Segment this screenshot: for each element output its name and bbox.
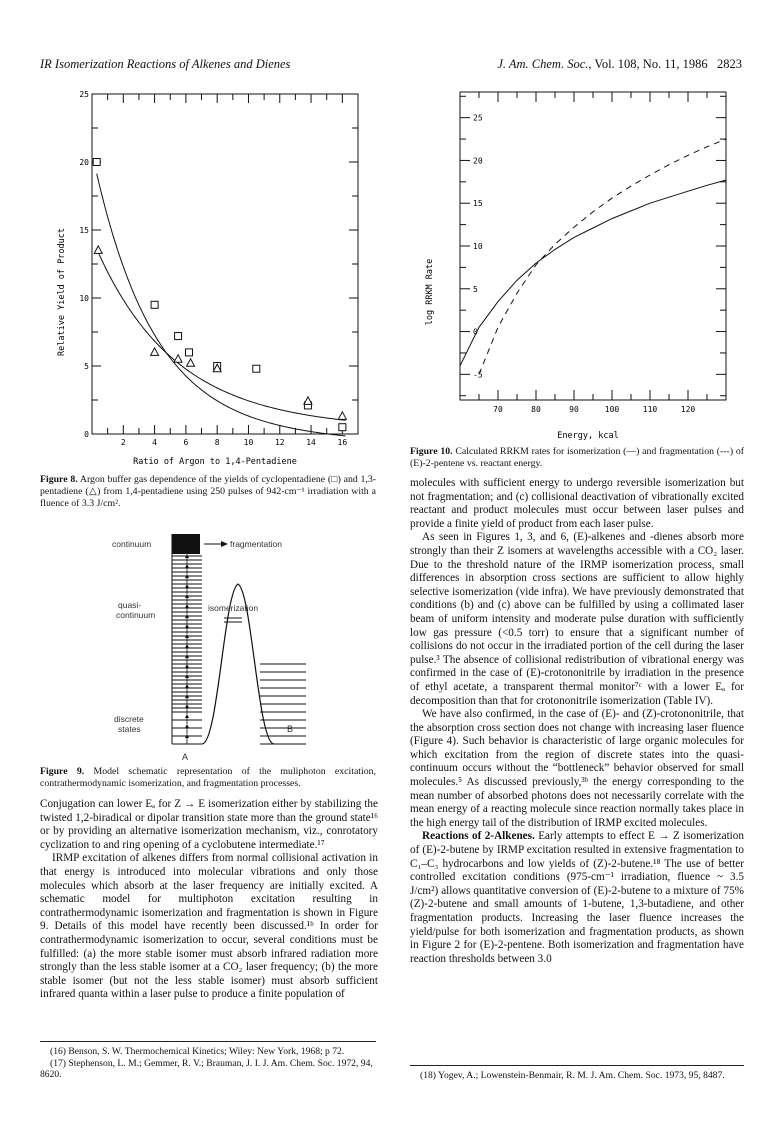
y-tick-label: 25 bbox=[79, 90, 89, 99]
footnote-18: (18) Yogev, A.; Lowenstein-Benmair, R. M. J. Am. Chem. Soc. 1973, 95, 8487. bbox=[420, 1070, 725, 1081]
figure-8-y-axis-label: Relative Yield of Product bbox=[57, 228, 67, 356]
figure-10-caption-label: Figure 10. bbox=[410, 446, 453, 457]
figure-8-axes bbox=[79, 90, 358, 447]
running-head-title: IR Isomerization Reactions of Alkenes and Dienes bbox=[40, 57, 291, 71]
x-tick-label: 70 bbox=[493, 405, 503, 414]
figure-8-chart bbox=[40, 82, 370, 472]
photon-arrowhead bbox=[185, 644, 189, 648]
photon-arrowhead bbox=[185, 724, 189, 728]
x-tick-label: 90 bbox=[569, 405, 579, 414]
triangle-point bbox=[304, 397, 312, 405]
y-tick-label: 0 bbox=[84, 430, 89, 439]
y-tick-label: 10 bbox=[79, 294, 89, 303]
triangle-point bbox=[174, 355, 182, 363]
square-point bbox=[186, 349, 193, 356]
continuum-block bbox=[172, 534, 200, 554]
label-continuum: continuum bbox=[112, 539, 152, 549]
photon-arrowhead bbox=[185, 664, 189, 668]
figure-9-caption-label: Figure 9. bbox=[40, 766, 85, 777]
x-tick-label: 4 bbox=[152, 438, 158, 447]
label-discrete: discrete bbox=[114, 714, 144, 724]
y-tick-label: -5 bbox=[473, 370, 483, 380]
square-point bbox=[175, 333, 182, 340]
paragraph: molecules with sufficient energy to undergo reversible isomerization but not fragmentation; and (c) collisional deactivation of vibrationally excited reactant and product molecules must occur between laser pulses and provide a finite yield of product from each laser pulse. bbox=[410, 477, 744, 530]
figure-10-axes bbox=[460, 92, 726, 414]
photon-arrowhead bbox=[185, 704, 189, 708]
journal-name: J. Am. Chem. Soc. bbox=[497, 57, 589, 71]
footnote-rule bbox=[410, 1065, 744, 1066]
figure-8-caption-text: Argon buffer gas dependence of the yields of cyclopentadiene (□) and 1,3-pentadiene (△) from 1,4-pentadiene using 250 pulses of 942-cm⁻¹ irradiation with a fluence of 3.3 J/cm². bbox=[40, 474, 377, 509]
x-tick-label: 16 bbox=[337, 438, 348, 447]
figure-8-caption-label: Figure 8. bbox=[40, 474, 78, 485]
x-tick-label: 14 bbox=[306, 438, 316, 447]
footnote-16: (16) Benson, S. W. Thermochemical Kinetics; Wiley: New York, 1968; p 72. bbox=[50, 1046, 345, 1057]
x-tick-label: 2 bbox=[120, 438, 126, 447]
x-tick-label: 110 bbox=[642, 405, 658, 414]
plot-frame bbox=[92, 94, 358, 434]
triangle-point bbox=[94, 246, 102, 254]
x-tick-label: 80 bbox=[531, 405, 541, 414]
photon-arrowhead bbox=[185, 624, 189, 628]
figure-10-caption-text: Calculated RRKM rates for isomerization (—) and fragmentation (---) of (E)-2-pentene vs. reactant energy. bbox=[410, 446, 744, 469]
figure-10-x-axis-label: Energy, kcal bbox=[557, 431, 619, 441]
section-heading: Reactions of 2-Alkenes. bbox=[422, 830, 535, 843]
label-A: A bbox=[182, 752, 189, 762]
figure-10-caption bbox=[410, 446, 744, 470]
paragraph bbox=[410, 830, 744, 966]
figure-8-caption bbox=[40, 474, 376, 510]
photon-arrowhead bbox=[185, 684, 189, 688]
square-point bbox=[253, 365, 260, 372]
fragmentation-arrowhead bbox=[221, 541, 228, 547]
triangle-point bbox=[187, 359, 195, 367]
y-tick-label: 10 bbox=[473, 242, 483, 251]
paragraph: As seen in Figures 1, 3, and 6, (E)-alkenes and -dienes absorb more strongly than their Z isomers at wavelengths accessible with a CO₂ laser. Due to the threshold nature of the IRMP isomerization process, small differences in absorption cross sections are sufficient to allow highly selective isomerization (vide infra). We have previously demonstrated that conditions (b) and (c) above can be fulfilled by using a collimated laser beam of uniform intensity and moderate pulse duration with sufficiently low gas pressure (<0.5 torr) to ensure that a significant number of collisions do not occur in the irradiated portion of the cell during the laser pulse.³ The absence of collisional redistribution of vibrational energy was confirmed in the case of (E)-crotononitrile by irradiation in the presence of ethyl acetate, a transparent thermal monitor⁷ᶜ with a lower Eₐ for decomposition than that for crotononitrile isomerization (Table IV). bbox=[410, 531, 744, 707]
label-states: states bbox=[118, 724, 141, 734]
pentadiene-fit-curve bbox=[97, 249, 346, 420]
triangle-point bbox=[338, 412, 346, 420]
square-point bbox=[151, 301, 158, 308]
paragraph-text: Early attempts to effect E → Z isomerization of (E)-2-butene by IRMP excitation resulted in extensive fragmentation to C₁–C₃ hydrocarbons and low yields of (Z)-2-butene.¹⁸ The use of better controlled excitation conditions (975-cm⁻¹ irradiation, fluence ~ 3.5 J/cm²) allows quantitative conversion of (E)-2-butene to a mixture of 75% (Z)-2-butene and small amounts of 1-butene, 1,3-butadiene, and other fragmentation products. Increasing the laser fluence increases the yield/pulse for both isomerization and fragmentation products, as shown in Figure 2 for (E)-2-pentene. Both isomerization and fragmentation have reaction thresholds between 3.0 bbox=[410, 830, 744, 965]
photon-arrowhead bbox=[185, 564, 189, 568]
plot-frame bbox=[460, 92, 726, 400]
y-tick-label: 15 bbox=[473, 199, 483, 209]
label-B: B bbox=[287, 724, 294, 734]
photon-arrowhead bbox=[185, 714, 189, 718]
figure-10-curves bbox=[460, 139, 726, 374]
x-tick-label: 10 bbox=[243, 438, 254, 447]
triangle-point bbox=[151, 348, 159, 356]
label-quasi-continuum: continuum bbox=[116, 610, 156, 620]
right-column-text bbox=[410, 477, 744, 966]
y-tick-label: 25 bbox=[473, 113, 483, 123]
journal-volume: , Vol. 108, No. 11, 1986 bbox=[588, 57, 708, 71]
y-tick-label: 15 bbox=[79, 226, 89, 235]
photon-arrowhead bbox=[185, 584, 189, 588]
x-tick-label: 8 bbox=[214, 438, 220, 447]
figure-8-points bbox=[93, 159, 346, 431]
footnote-rule bbox=[40, 1041, 376, 1042]
y-tick-label: 0 bbox=[473, 327, 478, 337]
figure-10-y-axis-label: log RRKM Rate bbox=[425, 258, 435, 326]
label-quasi: quasi- bbox=[118, 600, 142, 610]
paragraph: We have also confirmed, in the case of (E)- and (Z)-crotononitrile, that the absorption cross section does not change with increasing laser fluence (Figure 4). Such behavior is characteristic of large organic molecules for which excitation from the region of discrete states into the quasi-continuum occurs without the “bottleneck” behavior observed for small molecules.⁵ As discussed previously,³ᵇ the energy corresponding to the mean number of absorbed photons does not necessarily correlate with the mean energy of a reacting molecule since reaction normally takes place in the high energy tail of the distribution of IRMP excited molecules. bbox=[410, 708, 744, 829]
fragmentation-curve bbox=[479, 139, 726, 374]
left-footnotes bbox=[40, 1046, 378, 1081]
left-column-text bbox=[40, 798, 378, 1002]
figure-10-chart bbox=[418, 82, 738, 442]
running-head-citation bbox=[497, 57, 742, 72]
figure-8-x-axis-label: Ratio of Argon to 1,4-Pentadiene bbox=[133, 457, 297, 467]
x-tick-label: 120 bbox=[680, 405, 696, 414]
x-tick-label: 100 bbox=[604, 405, 620, 414]
square-point bbox=[93, 159, 100, 166]
paragraph: Conjugation can lower Eₐ for Z → E isomerization either by stabilizing the twisted 1,2-biradical or dipolar transition state more than the ground state¹⁶ or by providing an alternative isomerization mechanism, viz., conrotatory cyclization to and ring opening of a cyclobutene intermediate.¹⁷ bbox=[40, 798, 378, 851]
y-tick-label: 20 bbox=[473, 156, 483, 166]
footnote-17: (17) Stephenson, L. M.; Gemmer, R. V.; Brauman, J. I. J. Am. Chem. Soc. 1972, 94, 8620. bbox=[40, 1057, 373, 1080]
isomerization-curve bbox=[460, 180, 726, 366]
label-isomerization: isomerization bbox=[208, 603, 259, 613]
page-number: 2823 bbox=[717, 57, 742, 71]
label-fragmentation: fragmentation bbox=[230, 539, 282, 549]
figure-9-caption bbox=[40, 766, 376, 790]
figure-9-caption-text: Model schematic representation of the muliphoton excitation, contrathermodynamic isomerization, and fragmentation processes. bbox=[40, 766, 376, 789]
y-tick-label: 20 bbox=[79, 158, 89, 167]
square-point bbox=[339, 424, 346, 431]
figure-9-diagram bbox=[110, 512, 330, 764]
y-tick-label: 5 bbox=[84, 362, 89, 371]
right-footnotes bbox=[410, 1070, 744, 1082]
paragraph: IRMP excitation of alkenes differs from normal collisional activation in that energy is introduced into molecular vibrations and only those molecules which absorb at the laser frequency are initially excited. A schematic model for multiphoton excitation resulting in contrathermodynamic isomerization and fragmentation is shown in Figure 9. Details of this model have recently been discussed.¹ᵇ In order for contrathermodynamic isomerization to occur, several conditions must be fulfilled: (a) the more stable isomer must absorb infrared radiation more strongly than the less stable isomer at a CO₂ laser frequency; (b) the more stable isomer (but not the less stable isomer) must absorb sufficient infrared quanta within a laser pulse to produce a finite population of bbox=[40, 852, 378, 1001]
y-tick-label: 5 bbox=[473, 284, 478, 294]
x-tick-label: 12 bbox=[274, 438, 285, 447]
photon-arrowhead bbox=[185, 604, 189, 608]
x-tick-label: 6 bbox=[183, 438, 189, 447]
